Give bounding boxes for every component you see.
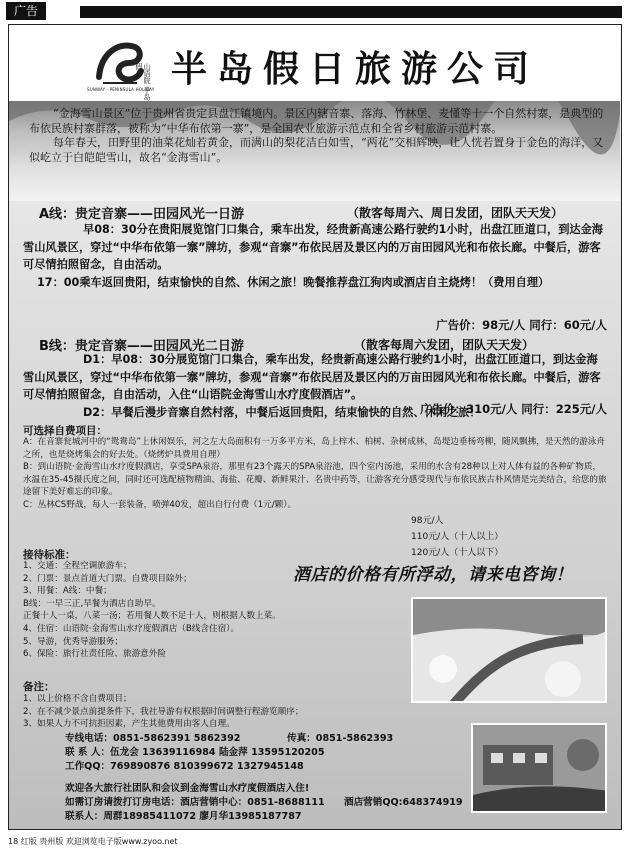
intro-paragraph-2: 每年春天，田野里的油菜花灿若黄金，而满山的梨花洁白如雪，“两花”交相辉映，让人恍若置身于金色的海洋，又似屹立于白皑皑雪山，故名“金海雪山”。 xyxy=(29,136,604,164)
top-rule xyxy=(80,6,622,18)
hotel-booking: 如需订房请拨打订房电话：酒店营销中心：0851-8688111 xyxy=(65,797,325,808)
route-b-schedule: （散客每周六发团，团队天天发） xyxy=(354,338,535,352)
contact-people: 联 系 人：伍龙会 13639116984 陆金萍 13595120205 xyxy=(65,747,325,758)
hotel-qq: 酒店营销QQ:648374919 xyxy=(344,797,463,808)
standard-item: 5、导游，优秀导游服务； xyxy=(23,636,123,647)
route-b-para-2: D2：早餐后漫步音寨自然村落，中餐后返回贵阳，结束愉快的自然、休闲之旅！ xyxy=(83,405,481,419)
ad-banner-bar xyxy=(0,0,630,22)
photo-hotel xyxy=(471,723,607,813)
standard-item: 4、住宿：山语院·金海雪山水疗度假酒店（B线含住宿）。 xyxy=(23,623,240,634)
optional-title: 可选择自费项目： xyxy=(23,425,107,437)
route-b-para-1: D1：早08：30分展览馆门口集合，乘车出发，经贵新高速公路行驶约1小时，出盘江匝道口，到达金海雪山风景区，穿过“中华布依第一寨”牌坊，参观“音寨”布依民居及景区内的万亩田园风光和布依长廊。中餐后，游客可尽情拍照留念，自由活动，入住“山语院金海雪山水疗度假酒店”。 xyxy=(23,353,601,401)
contact-hotline: 专线电话：0851-5862391 5862392 xyxy=(65,733,241,744)
photo-field-path xyxy=(411,597,607,703)
optional-item-b: B：到山语院·金海雪山水疗度假酒店，享受SPA泉浴，那里有23个露天的SPA泉浴池，四个室内汤池，采用的水含有28种以上对人体有益的各种矿物质，水温在35-45摄氏度之间，同时还可选配植物精油、海盐、花瓣、新鲜果汁、名贵中药等，让游客充分感受现代与布依民族古朴风情是完美结合，给您的旅途留下美好难忘的印象。 xyxy=(23,462,607,498)
intro-paragraph-1: “金海雪山景区”位于贵州省贵定县盘江镇境内。景区内辖音寨、落海、竹林堡、麦懂等十一个自然村寨，是典型的布依民族村寨群落，被称为“中华布依第一寨”，是全国农业旅游示范点和全省乡村旅游示范村寨。 xyxy=(29,107,604,135)
standards-title: 接待标准： xyxy=(23,549,76,561)
route-a-body xyxy=(23,221,607,291)
optional-list xyxy=(23,436,607,512)
notes-list xyxy=(23,693,423,731)
route-a-para-2: 17：00乘车返回贵阳，结束愉快的自然、休闲之旅！晚餐推荐盘江狗肉或酒店自主烧烤！（费用自理） xyxy=(37,275,550,289)
optional-price-a: 98元/人 xyxy=(411,516,444,526)
contact-qq: 工作QQ：769890876 810399672 1327945148 xyxy=(65,761,304,772)
optional-price-b: 110元/人（十人以上） xyxy=(411,532,504,542)
route-a-schedule: （散客每周六、周日发团，团队天天发） xyxy=(347,206,564,220)
ad-frame xyxy=(8,24,622,830)
standard-item: 3、用餐：A线：中餐； xyxy=(23,586,112,597)
note-item: 2、在不减少景点前提条件下，我社导游有权根据时间调整行程游览顺序； xyxy=(23,706,304,717)
header xyxy=(9,25,620,101)
intro-text xyxy=(29,107,609,165)
standard-item: 正餐十人一桌，八菜一汤；若用餐人数不足十人，则根据人数上菜。 xyxy=(23,611,281,622)
route-a-title: A线：贵定音寨——田园风光一日游 xyxy=(39,207,245,222)
route-a-para-1: 早08：30分在贵阳展览馆门口集合，乘车出发，经贵新高速公路行驶约1小时，出盘江匝道口，到达金海雪山风景区，穿过“中华布依第一寨”牌坊，参观“音寨”布依民居及景区内的万亩田园风光和布依长廊。中餐后，游客可尽情拍照留念，自由活动。 xyxy=(23,223,603,271)
page-footer: 18 红版 贵州版 欢迎浏览电子版www.zyoo.net xyxy=(8,837,178,846)
ad-tag: 广告 xyxy=(6,2,46,20)
standard-item: 6、保险：旅行社责任险、旅游意外险 xyxy=(23,649,166,660)
logo-cn-text: 山语院 半岛假日 xyxy=(135,63,151,101)
route-b-price: 广告价：310元/人 同行：225元/人 xyxy=(420,402,607,416)
route-b-title: B线：贵定音寨——田园风光二日游 xyxy=(39,339,244,354)
logo-en-text: SUNWAY · PENINSULA HOLIDAY xyxy=(87,87,155,92)
standard-item: B线：一早三正,早餐为酒店自助早。 xyxy=(23,598,161,609)
route-a-price: 广告价：98元/人 同行：60元/人 xyxy=(436,318,607,332)
optional-item-c: C：丛林CS野战，每人一套装备，喷弹40发，超出自行付费（1元/颗）。 xyxy=(23,499,297,510)
company-name: 半岛假日旅游公司 xyxy=(171,48,540,90)
hotel-welcome: 欢迎各大旅行社团队和会议到金海雪山水疗度假酒店入住! xyxy=(65,783,310,794)
note-item: 1、以上价格不含自费项目； xyxy=(23,694,132,704)
standard-item: 2、门票：景点首道大门票。自费项目除外； xyxy=(23,573,192,584)
note-item: 3、如果人力不可抗拒因素，产生其他费用由客人自理。 xyxy=(23,719,235,730)
notes-title: 备注： xyxy=(23,681,55,693)
standard-item: 1、交通：全程空调旅游车； xyxy=(23,561,132,571)
optional-price-c: 120元/人（十人以下） xyxy=(411,548,504,558)
hotel-contacts: 联系人：周群18985411072 廖月华13985187787 xyxy=(65,811,302,822)
price-slogan: 酒店的价格有所浮动，请来电咨询！ xyxy=(293,565,573,585)
contact-fax: 传真：0851-5862393 xyxy=(287,733,394,744)
optional-item-a: A：在音寨瓮城河中的“鸳鸯岛”上休闲娱乐，河之左大岛面积有一万多平方米，岛上梓木、柏树、杂树成林，岛堤边垂杨弯柳，随风飘拂，是天然的游泳舟之所，也是烧烤集会的好去处。（烧烤炉具费用自理） xyxy=(23,437,605,460)
